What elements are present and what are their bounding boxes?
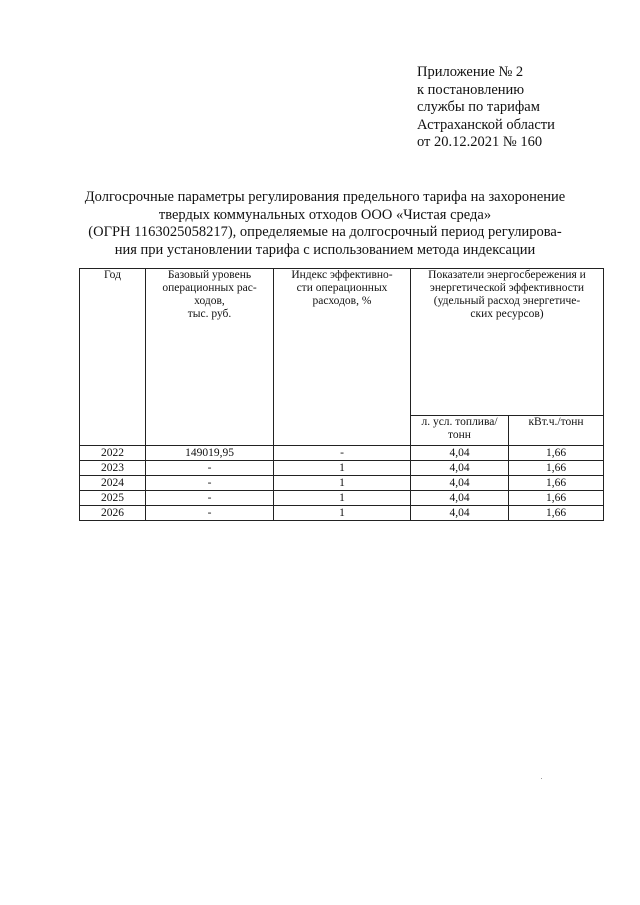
cell-base-level: - (146, 506, 274, 521)
header-year-label: Год (104, 269, 121, 281)
header-line: л. усл. топлива/ (421, 416, 498, 428)
cell-base-level: 149019,95 (146, 446, 274, 461)
table-row (80, 506, 604, 521)
cell-efficiency-index: 1 (274, 506, 411, 521)
header-line: сти операционных (296, 282, 388, 294)
cell-fuel: 4,04 (411, 491, 509, 506)
title-line: ния при установлении тарифа с использованием метода индексации (114, 241, 536, 258)
header-power-unit (509, 416, 604, 446)
header-year (80, 269, 146, 446)
table-row (80, 461, 604, 476)
appendix-line: от 20.12.2021 № 160 (417, 134, 543, 150)
document-title (60, 189, 590, 259)
appendix-line: службы по тарифам (417, 99, 540, 115)
cell-power: 1,66 (509, 476, 604, 491)
cell-base-level: - (146, 461, 274, 476)
header-line: ских ресурсов) (470, 308, 544, 320)
cell-fuel: 4,04 (411, 461, 509, 476)
header-line: Индекс эффективно- (291, 269, 393, 281)
cell-efficiency-index: 1 (274, 476, 411, 491)
cell-efficiency-index: 1 (274, 491, 411, 506)
table-row (80, 476, 604, 491)
cell-power: 1,66 (509, 446, 604, 461)
header-line: Базовый уровень (167, 269, 252, 281)
cell-fuel: 4,04 (411, 506, 509, 521)
header-line: операционных рас- (162, 282, 257, 294)
scan-speck (541, 778, 542, 779)
parameters-table (79, 268, 604, 521)
header-efficiency-index (274, 269, 411, 446)
title-line: твердых коммунальных отходов ООО «Чистая среда» (158, 206, 492, 223)
header-line: энергетической эффективности (429, 282, 585, 294)
header-line: тонн (448, 429, 471, 441)
cell-power: 1,66 (509, 491, 604, 506)
table-row (80, 446, 604, 461)
cell-fuel: 4,04 (411, 446, 509, 461)
header-energy-indicators (411, 269, 604, 416)
cell-year: 2023 (80, 461, 146, 476)
cell-efficiency-index: - (274, 446, 411, 461)
header-line: Показатели энергосбережения и (428, 269, 586, 281)
header-fuel-unit (411, 416, 509, 446)
title-line: (ОГРН 1163025058217), определяемые на долгосрочный период регулирова- (88, 224, 562, 240)
cell-year: 2024 (80, 476, 146, 491)
appendix-line: Астраханской области (417, 116, 555, 133)
appendix-line: Приложение № 2 (417, 64, 524, 80)
cell-power: 1,66 (509, 506, 604, 521)
header-line: тыс. руб. (187, 308, 232, 320)
appendix-reference (417, 64, 555, 152)
header-line: расходов, % (312, 295, 372, 307)
header-line: кВт.ч./тонн (528, 416, 584, 428)
cell-year: 2022 (80, 446, 146, 461)
table-row (80, 491, 604, 506)
header-line: ходов, (194, 295, 225, 307)
cell-year: 2025 (80, 491, 146, 506)
cell-fuel: 4,04 (411, 476, 509, 491)
cell-power: 1,66 (509, 461, 604, 476)
cell-year: 2026 (80, 506, 146, 521)
header-line: (удельный расход энергетиче- (433, 295, 581, 307)
title-line: Долгосрочные параметры регулирования предельного тарифа на захоронение (84, 189, 566, 205)
appendix-line: к постановлению (417, 81, 525, 98)
header-base-level (146, 269, 274, 446)
table-header-row (80, 269, 604, 416)
cell-efficiency-index: 1 (274, 461, 411, 476)
cell-base-level: - (146, 476, 274, 491)
cell-base-level: - (146, 491, 274, 506)
